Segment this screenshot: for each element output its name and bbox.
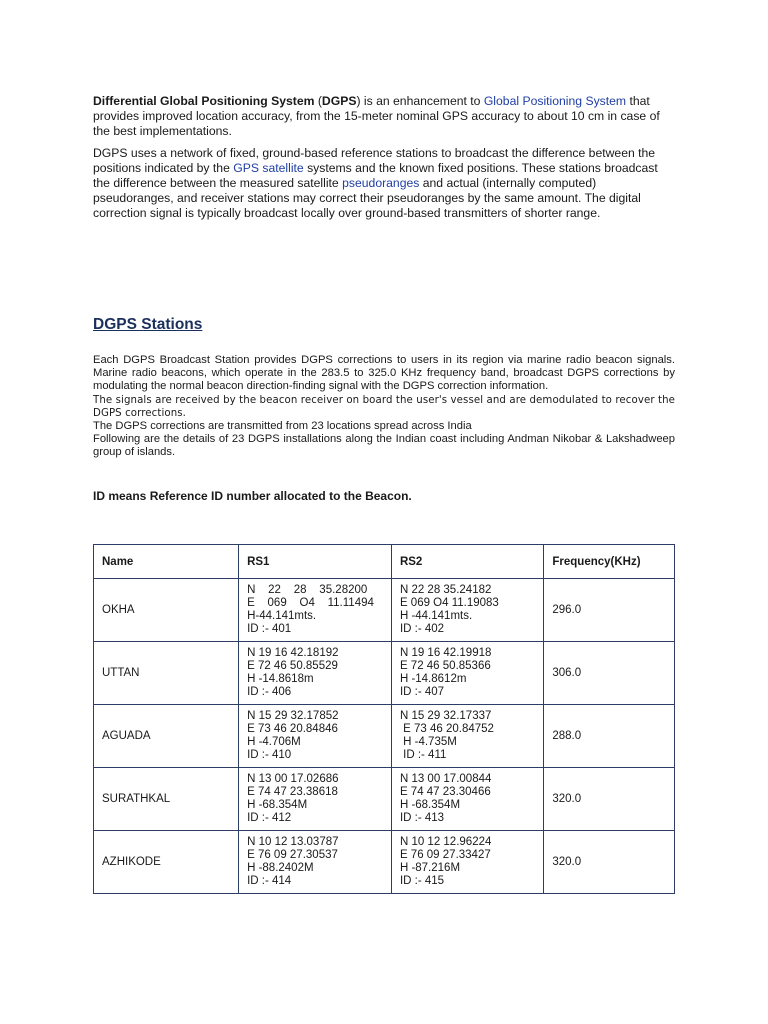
rs1-id: ID :- 414: [247, 875, 292, 887]
rs1-height: H-44.141mts.: [247, 610, 317, 622]
rs2-latitude: N 19 16 42.19918: [399, 647, 492, 659]
stations-description: [93, 354, 675, 460]
frequency-cell: 288.0: [544, 705, 675, 768]
id-note: ID means Reference ID number allocated to the Beacon.: [93, 489, 412, 503]
rs1-height: H -14.8618m: [247, 673, 314, 685]
rs1-id: ID :- 410: [247, 749, 292, 761]
rs1-cell: [239, 642, 392, 705]
header-rs1: RS1: [239, 545, 392, 579]
frequency-cell: 320.0: [544, 768, 675, 831]
text-span: ) is an enhancement to: [356, 94, 484, 108]
text-span: systems and the known fixed positions. These stations broadcast the difference between the measured satellite: [93, 161, 658, 190]
intro-section: [93, 94, 678, 228]
table-row: [94, 705, 675, 768]
rs2-longitude: E 069 O4 11.19083: [399, 597, 499, 609]
intro-paragraph-1: [93, 94, 678, 139]
text-span: (: [314, 94, 322, 108]
frequency-cell: 306.0: [544, 642, 675, 705]
rs1-latitude: N 15 29 32.17852: [247, 710, 339, 722]
rs2-height: H -68.354M: [399, 799, 461, 811]
text-span: and actual (internally computed) pseudoranges, and receiver stations may correct their pseudoranges by the same amount. The digital correction signal is typically broadcast locally over ground-based transmitters of shorter range.: [93, 176, 641, 220]
rs2-longitude: E 74 47 23.30466: [399, 786, 491, 798]
rs1-longitude: E 069 O4 11.11494: [247, 597, 374, 609]
rs2-id: ID :- 415: [399, 875, 445, 887]
rs1-longitude: E 73 46 20.84846: [247, 723, 338, 735]
rs1-latitude: N 22 28 35.28200: [247, 584, 368, 596]
intro-paragraph-2: [93, 146, 678, 221]
rs2-height: H -44.141mts.: [399, 610, 473, 622]
rs2-cell: [391, 768, 543, 831]
link-gps-satellite[interactable]: GPS satellite: [233, 161, 304, 175]
rs1-longitude: E 72 46 50.85529: [247, 660, 338, 672]
stations-paragraph-1: Each DGPS Broadcast Station provides DGPS corrections to users in its region via marine radio beacon signals. Marine radio beacons, which operate in the 283.5 to 325.0 KHz frequency band, broadcast DGPS corrections by modulating the normal beacon direction-finding signal with the DGPS correction information.: [93, 354, 675, 393]
rs2-id: ID :- 411: [399, 749, 447, 761]
rs1-id: ID :- 401: [247, 623, 292, 635]
rs2-cell: [391, 642, 543, 705]
rs2-longitude: E 72 46 50.85366: [399, 660, 491, 672]
rs1-cell: [239, 768, 392, 831]
rs2-cell: [391, 831, 543, 894]
rs1-cell: [239, 579, 392, 642]
text-span: that provides improved location accuracy, from the 15-meter nominal GPS accuracy to about 10 cm in case of the best implementations.: [93, 94, 660, 138]
stations-paragraph-2: The signals are received by the beacon receiver on board the user's vessel and are demodulated to recover the DGPS corrections.: [93, 394, 675, 419]
beacon-table: [93, 544, 675, 894]
station-name: OKHA: [94, 579, 239, 642]
rs2-longitude: E 73 46 20.84752: [399, 723, 494, 735]
rs2-height: H -87.216M: [399, 862, 461, 874]
rs2-cell: [391, 705, 543, 768]
stations-paragraph-4: Following are the details of 23 DGPS installations along the Indian coast including Andman Nikobar & Lakshadweep group of islands.: [93, 433, 675, 459]
rs1-latitude: N 13 00 17.02686: [247, 773, 339, 785]
rs1-id: ID :- 406: [247, 686, 292, 698]
term-dgps-full: Differential Global Positioning System: [93, 94, 315, 108]
rs1-height: H -68.354M: [247, 799, 308, 811]
rs1-latitude: N 19 16 42.18192: [247, 647, 339, 659]
rs2-id: ID :- 413: [399, 812, 445, 824]
rs2-height: H -4.735M: [399, 736, 457, 748]
rs2-latitude: N 10 12 12.96224: [399, 836, 492, 848]
rs1-longitude: E 76 09 27.30537: [247, 849, 338, 861]
rs1-height: H -88.2402M: [247, 862, 314, 874]
header-frequency: Frequency(KHz): [544, 545, 675, 579]
rs2-latitude: N 15 29 32.17337: [399, 710, 492, 722]
header-name: Name: [94, 545, 239, 579]
text-span: DGPS uses a network of fixed, ground-based reference stations to broadcast the difference between the positions indicated by the: [93, 146, 656, 175]
station-name: AZHIKODE: [94, 831, 239, 894]
rs1-latitude: N 10 12 13.03787: [247, 836, 339, 848]
rs2-id: ID :- 402: [399, 623, 445, 635]
rs2-latitude: N 13 00 17.00844: [399, 773, 492, 785]
table-row: [94, 642, 675, 705]
table-row: [94, 768, 675, 831]
link-pseudoranges[interactable]: pseudoranges: [342, 176, 420, 190]
table-row: [94, 831, 675, 894]
frequency-cell: 320.0: [544, 831, 675, 894]
rs1-longitude: E 74 47 23.38618: [247, 786, 338, 798]
rs2-height: H -14.8612m: [399, 673, 467, 685]
table-row: [94, 579, 675, 642]
station-name: SURATHKAL: [94, 768, 239, 831]
station-name: AGUADA: [94, 705, 239, 768]
rs1-height: H -4.706M: [247, 736, 301, 748]
header-rs2: RS2: [391, 545, 543, 579]
stations-paragraph-3: The DGPS corrections are transmitted from 23 locations spread across India: [93, 420, 472, 433]
rs1-cell: [239, 705, 392, 768]
term-dgps-abbr: DGPS: [321, 94, 357, 108]
rs2-id: ID :- 407: [399, 686, 445, 698]
dgps-stations-heading: DGPS Stations: [93, 316, 203, 333]
rs2-cell: [391, 579, 543, 642]
rs2-latitude: N 22 28 35.24182: [399, 584, 492, 596]
rs2-longitude: E 76 09 27.33427: [399, 849, 491, 861]
station-name: UTTAN: [94, 642, 239, 705]
frequency-cell: 296.0: [544, 579, 675, 642]
link-global-positioning-system[interactable]: Global Positioning System: [483, 94, 627, 108]
table-header-row: [94, 545, 675, 579]
rs1-id: ID :- 412: [247, 812, 292, 824]
rs1-cell: [239, 831, 392, 894]
